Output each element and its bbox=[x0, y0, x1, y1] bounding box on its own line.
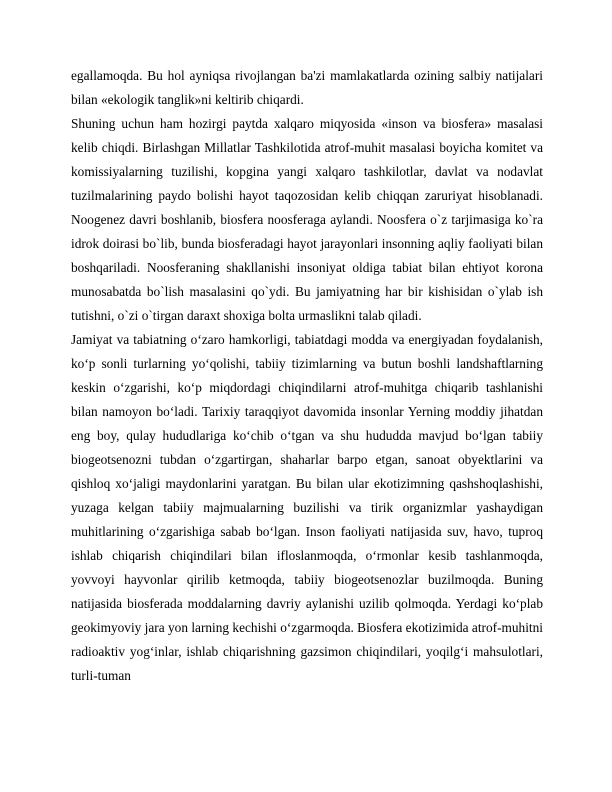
document-page bbox=[71, 64, 543, 688]
paragraph: Jamiyat va tabiatning o‘zaro hamkorligi, tabiatdagi modda va energiyadan foydalanish, ko‘p sonli turlarning yo‘qolishi, tabiiy tizimlarning va butun boshli landshaftlarning keskin o‘zgarishi, ko‘p miqdordagi chiqindilarni atrof-muhitga chiqarib tashlanishi bilan namoyon bo‘ladi. Tarixiy taraqqiyot davomida insonlar Yerning moddiy jihatdan eng boy, qulay hududlariga ko‘chib o‘tgan va shu hududda mavjud bo‘lgan tabiiy biogeotsenozni tubdan o‘zgartirgan, shaharlar barpo etgan, sanoat obyektlarini va qishloq xo‘jaligi maydonlarini yaratgan. Bu bilan ular ekotizimning qashshoqlashishi, yuzaga kelgan tabiiy majmualarning buzilishi va tirik organizmlar yashaydigan muhitlarining o‘zgarishiga sabab bo‘lgan. Inson faoliyati natijasida suv, havo, tuproq ishlab chiqarish chiqindilari bilan ifloslanmoqda, o‘rmonlar kesib tashlanmoqda, yovvoyi hayvonlar qirilib ketmoqda, tabiiy biogeotsenozlar buzilmoqda. Buning natijasida biosferada moddalarning davriy aylanishi uzilib qolmoqda. Yerdagi ko‘plab geokimyoviy jara yon larning kechishi o‘zgarmoqda. Biosfera ekotizimida atrof-muhitni radioaktiv yog‘inlar, ishlab chiqarishning gazsimon chiqindilari, yoqilg‘i mahsulotlari, turli-tuman bbox=[71, 332, 543, 683]
paragraph: egallamoqda. Bu hol ayniqsa rivojlangan ba'zi mamlakatlarda ozining salbiy natijalari bilan «ekologik tanglik»ni keltirib chiqardi. bbox=[71, 68, 543, 107]
paragraph: Shuning uchun ham hozirgi paytda xalqaro miqyosida «inson va biosfera» masalasi kelib chiqdi. Birlashgan Millatlar Tashkilotida atrof-muhit masalasi boyicha komitet va komissiyalarning tuzilishi, kopgina yangi xalqaro tashkilotlar, davlat va nodavlat tuzilmalarining paydo bolishi hayot taqozosidan kelib chiqqan zaruriyat hisoblanadi. Noogenez davri boshlanib, biosfera noosferaga aylandi. Noosfera o`z tarjimasiga ko`ra idrok doirasi bo`lib, bunda biosferadagi hayot jarayonlari insonning aqliy faoliyati bilan boshqariladi. Noosferaning shakllanishi insoniyat oldiga tabiat bilan ehtiyot korona munosabatda bo`lish masalasini qo`ydi. Bu jamiyatning har bir kishisidan o`ylab ish tutishni, o`zi o`tirgan daraxt shoxiga bolta urmaslikni talab qiladi. bbox=[71, 116, 543, 323]
